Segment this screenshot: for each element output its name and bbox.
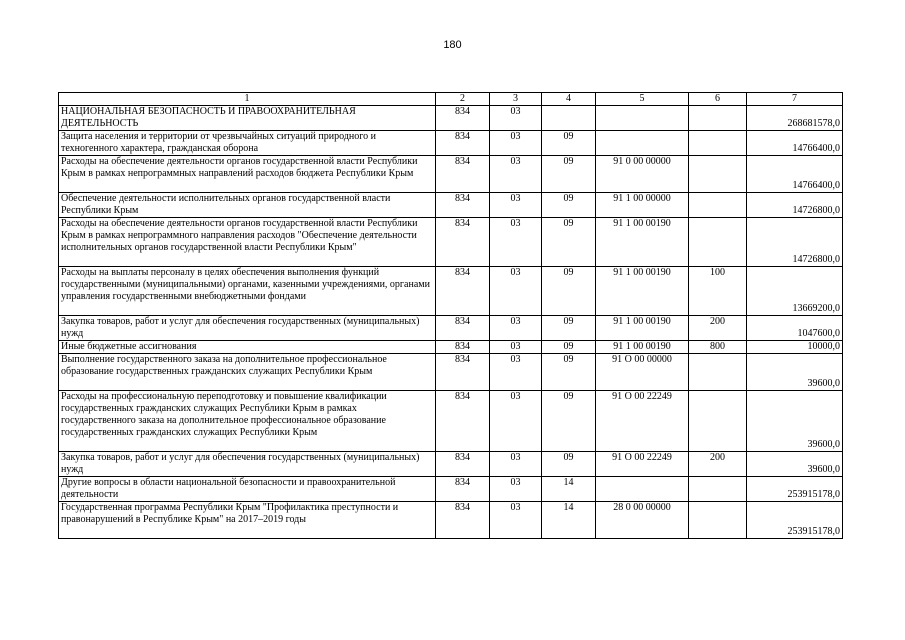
table-row (59, 131, 843, 156)
row-target-code: 91 1 00 00190 (596, 267, 689, 316)
row-amount: 13669200,0 (747, 267, 843, 316)
table-row (59, 477, 843, 502)
row-amount: 10000,0 (747, 341, 843, 354)
row-expense-type-code (689, 131, 747, 156)
table-row (59, 316, 843, 341)
row-section-code: 03 (490, 316, 542, 341)
row-section-code: 03 (490, 218, 542, 267)
row-subsection-code: 09 (542, 354, 596, 391)
table-header-row (59, 93, 843, 106)
row-expense-type-code (689, 156, 747, 193)
column-header: 4 (542, 93, 596, 106)
row-amount: 1047600,0 (747, 316, 843, 341)
row-ministry-code: 834 (436, 502, 490, 539)
table-row (59, 391, 843, 452)
row-amount: 14766400,0 (747, 131, 843, 156)
row-ministry-code: 834 (436, 131, 490, 156)
row-amount: 253915178,0 (747, 477, 843, 502)
row-ministry-code: 834 (436, 106, 490, 131)
row-section-code: 03 (490, 477, 542, 502)
row-section-code: 03 (490, 106, 542, 131)
row-expense-type-code: 100 (689, 267, 747, 316)
row-ministry-code: 834 (436, 477, 490, 502)
page-number: 180 (443, 39, 462, 51)
table-row (59, 452, 843, 477)
row-ministry-code: 834 (436, 341, 490, 354)
row-ministry-code: 834 (436, 218, 490, 267)
row-target-code: 91 О 00 22249 (596, 452, 689, 477)
row-target-code (596, 131, 689, 156)
row-target-code: 91 О 00 22249 (596, 391, 689, 452)
row-target-code: 91 1 00 00190 (596, 316, 689, 341)
row-name: Защита населения и территории от чрезвычайных ситуаций природного и техногенного характера, гражданская оборона (59, 131, 436, 156)
column-header: 3 (490, 93, 542, 106)
row-ministry-code: 834 (436, 452, 490, 477)
row-target-code: 91 1 00 00190 (596, 341, 689, 354)
table-row (59, 106, 843, 131)
row-subsection-code: 09 (542, 341, 596, 354)
row-ministry-code: 834 (436, 391, 490, 452)
table-row (59, 267, 843, 316)
row-target-code (596, 106, 689, 131)
row-amount: 14766400,0 (747, 156, 843, 193)
row-section-code: 03 (490, 156, 542, 193)
column-header: 7 (747, 93, 843, 106)
row-section-code: 03 (490, 267, 542, 316)
row-subsection-code: 14 (542, 477, 596, 502)
row-subsection-code: 09 (542, 391, 596, 452)
row-amount: 39600,0 (747, 391, 843, 452)
row-name: НАЦИОНАЛЬНАЯ БЕЗОПАСНОСТЬ И ПРАВООХРАНИТЕЛЬНАЯ ДЕЯТЕЛЬНОСТЬ (59, 106, 436, 131)
row-target-code (596, 477, 689, 502)
row-amount: 14726800,0 (747, 193, 843, 218)
row-subsection-code: 09 (542, 452, 596, 477)
row-expense-type-code: 800 (689, 341, 747, 354)
table-row (59, 193, 843, 218)
table-row (59, 341, 843, 354)
row-ministry-code: 834 (436, 354, 490, 391)
row-section-code: 03 (490, 131, 542, 156)
row-section-code: 03 (490, 502, 542, 539)
table-row (59, 156, 843, 193)
row-subsection-code: 09 (542, 267, 596, 316)
table-row (59, 502, 843, 539)
row-expense-type-code: 200 (689, 316, 747, 341)
row-section-code: 03 (490, 193, 542, 218)
row-name: Закупка товаров, работ и услуг для обеспечения государственных (муниципальных) нужд (59, 452, 436, 477)
row-name: Обеспечение деятельности исполнительных органов государственной власти Республики Крым (59, 193, 436, 218)
row-expense-type-code (689, 391, 747, 452)
row-amount: 39600,0 (747, 452, 843, 477)
row-target-code: 28 0 00 00000 (596, 502, 689, 539)
row-amount: 14726800,0 (747, 218, 843, 267)
row-subsection-code: 14 (542, 502, 596, 539)
column-header: 6 (689, 93, 747, 106)
row-name: Другие вопросы в области национальной безопасности и правоохранительной деятельности (59, 477, 436, 502)
row-subsection-code: 09 (542, 193, 596, 218)
row-section-code: 03 (490, 354, 542, 391)
row-name: Выполнение государственного заказа на дополнительное профессиональное образование государственных гражданских служащих Республики Крым (59, 354, 436, 391)
row-name: Расходы на обеспечение деятельности органов государственной власти Республики Крым в рамках непрограммных направлений расходов бюджета Республики Крым (59, 156, 436, 193)
row-expense-type-code (689, 218, 747, 267)
row-amount: 253915178,0 (747, 502, 843, 539)
row-target-code: 91 0 00 00000 (596, 156, 689, 193)
row-subsection-code: 09 (542, 156, 596, 193)
row-ministry-code: 834 (436, 156, 490, 193)
row-ministry-code: 834 (436, 267, 490, 316)
row-expense-type-code (689, 477, 747, 502)
row-expense-type-code (689, 193, 747, 218)
budget-table (58, 92, 843, 539)
row-target-code: 91 1 00 00000 (596, 193, 689, 218)
row-target-code: 91 О 00 00000 (596, 354, 689, 391)
row-name: Закупка товаров, работ и услуг для обеспечения государственных (муниципальных) нужд (59, 316, 436, 341)
row-name: Расходы на выплаты персоналу в целях обеспечения выполнения функций государственными (муниципальными) органами, казенными учреждениями, органами управления государственными внебюджетными фондами (59, 267, 436, 316)
row-subsection-code: 09 (542, 316, 596, 341)
row-ministry-code: 834 (436, 193, 490, 218)
row-target-code: 91 1 00 00190 (596, 218, 689, 267)
row-amount: 39600,0 (747, 354, 843, 391)
row-ministry-code: 834 (436, 316, 490, 341)
table-row (59, 218, 843, 267)
column-header: 5 (596, 93, 689, 106)
row-section-code: 03 (490, 341, 542, 354)
row-name: Иные бюджетные ассигнования (59, 341, 436, 354)
row-section-code: 03 (490, 452, 542, 477)
row-name: Расходы на профессиональную переподготовку и повышение квалификации государственных гражданских служащих Республики Крым в рамках государственного заказа на дополнительное профессиональное образование государственных гражданских служащих Республики Крым (59, 391, 436, 452)
row-subsection-code: 09 (542, 218, 596, 267)
table-row (59, 354, 843, 391)
row-name: Расходы на обеспечение деятельности органов государственной власти Республики Крым в рамках непрограммного направления расходов "Обеспечение деятельности исполнительных органов государственной власти Республики Крым" (59, 218, 436, 267)
row-name: Государственная программа Республики Крым "Профилактика преступности и правонарушений в Республике Крым" на 2017–2019 годы (59, 502, 436, 539)
column-header: 2 (436, 93, 490, 106)
row-expense-type-code (689, 106, 747, 131)
row-expense-type-code (689, 502, 747, 539)
row-expense-type-code: 200 (689, 452, 747, 477)
row-amount: 268681578,0 (747, 106, 843, 131)
row-section-code: 03 (490, 391, 542, 452)
row-expense-type-code (689, 354, 747, 391)
column-header: 1 (59, 93, 436, 106)
row-subsection-code: 09 (542, 131, 596, 156)
row-subsection-code (542, 106, 596, 131)
